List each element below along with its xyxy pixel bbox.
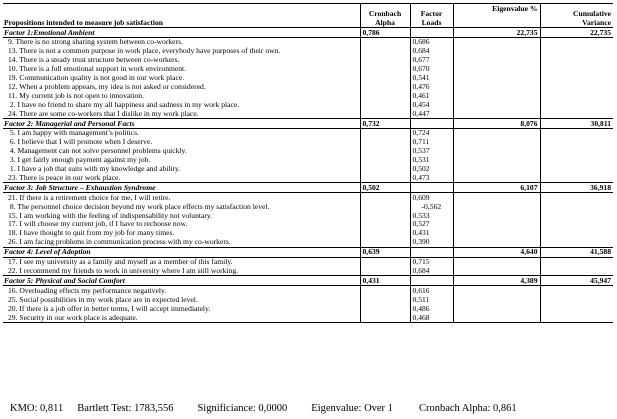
eigenvalue-empty [453,286,540,295]
proposition-text: 6. I believe that I will promote when I deserve. [8,137,153,147]
factor-load: 0,527 [410,220,453,229]
proposition-text: 4. Management can not solve personnel problems quickly. [8,146,187,156]
header-propositions: Propositions intended to measure job satisfaction [3,4,360,28]
factor-load: 0,390 [410,238,453,247]
table-row [3,211,613,220]
alpha-empty [360,267,410,276]
alpha-empty [360,257,410,266]
cumulative-empty [540,100,613,109]
cumulative-empty [540,229,613,238]
alpha-empty [360,313,410,322]
table-row [3,238,613,247]
table-row [3,267,613,276]
eigenvalue-empty [453,313,540,322]
proposition-text: 8. The personnel choice decision beyond my work place effects my satisfaction level. [8,202,270,211]
factor-row [3,247,613,257]
factor-cronbach-alpha: 0,732 [360,119,410,129]
factor-load: 0,511 [410,295,453,304]
bartlett-test-value: Bartlett Test: 1783,556 [77,403,174,414]
eigenvalue-empty [453,211,540,220]
cumulative-empty [540,74,613,83]
factor-load: 0,684 [410,47,453,56]
cumulative-empty [540,220,613,229]
significance-value: Significiance: 0,0000 [197,403,288,414]
cumulative-empty [540,202,613,211]
alpha-empty [360,129,410,138]
factor-name: Factor 3: Job Structure – Exhaustion Syndrome [3,183,360,193]
factor-load-empty [410,183,453,193]
eigenvalue-empty [453,173,540,182]
factor-cumulative-variance: 22,735 [540,28,613,38]
alpha-empty [360,202,410,211]
table-row [3,295,613,304]
factor-load: 0,431 [410,229,453,238]
proposition-text: 17. I will choose my current job, if I have to rechoose now. [8,220,188,229]
cronbach-alpha-overall: Cronbach Alpha: 0,861 [418,403,517,414]
alpha-empty [360,286,410,295]
factor-eigenvalue: 4,389 [453,276,540,286]
factor-load: 0,616 [410,286,453,295]
table-row [3,304,613,313]
factor-load: 0,473 [410,173,453,182]
alpha-empty [360,304,410,313]
table-row [3,74,613,83]
factor-load: 0,531 [410,156,453,165]
factor-cumulative-variance: 30,811 [540,119,613,129]
cumulative-empty [540,38,613,47]
table-header [3,4,613,28]
factor-cronbach-alpha: 0,639 [360,247,410,257]
alpha-empty [360,74,410,83]
cumulative-empty [540,211,613,220]
header-cronbach-alpha: Cronbach Alpha [360,4,410,28]
eigenvalue-empty [453,304,540,313]
factor-eigenvalue: 22,735 [453,28,540,38]
alpha-empty [360,173,410,182]
eigenvalue-empty [453,38,540,47]
alpha-empty [360,229,410,238]
alpha-empty [360,295,410,304]
eigenvalue-empty [453,147,540,156]
factor-load-empty [410,276,453,286]
cumulative-empty [540,91,613,100]
factor-row [3,28,613,38]
cumulative-empty [540,257,613,266]
factor-load: 0,468 [410,313,453,322]
alpha-empty [360,65,410,74]
factor-name: Factor 1:Emotional Ambient [3,28,360,38]
eigenvalue-criterion: Eigenvalue: Over 1 [311,403,393,414]
factor-load: 0,541 [410,74,453,83]
factor-cumulative-variance: 36,918 [540,183,613,193]
eigenvalue-empty [453,91,540,100]
factor-load: 0,502 [410,165,453,174]
factor-cronbach-alpha: 0,431 [360,276,410,286]
factor-name: Factor 2: Managerial and Personal Facts [3,119,360,129]
table-row [3,138,613,147]
factor-row [3,183,613,193]
cumulative-empty [540,238,613,247]
table-row [3,165,613,174]
eigenvalue-empty [453,220,540,229]
factor-load: 0,711 [410,138,453,147]
table-row [3,286,613,295]
proposition-text: 13. There is not a common purpose in work place, everybody have purposes of their own. [8,46,281,56]
eigenvalue-empty [453,267,540,276]
alpha-empty [360,238,410,247]
factor-load: 0,609 [410,193,453,202]
alpha-empty [360,109,410,118]
table-row [3,65,613,74]
factor-load: 0,461 [410,91,453,100]
proposition-text: 16. Overloading effects my performance negatively. [8,285,167,295]
table-row [3,109,613,118]
factor-load: 0,476 [410,82,453,91]
proposition-text: 23. There is peace in our work place. [8,173,121,182]
eigenvalue-empty [453,257,540,266]
eigenvalue-empty [453,138,540,147]
proposition-text: 19. Communication quality is not good in our work place. [8,73,185,82]
cumulative-empty [540,147,613,156]
cumulative-empty [540,109,613,118]
table-row [3,229,613,238]
factor-load: 0,684 [410,267,453,276]
factor-load: 0,724 [410,129,453,138]
statistics-footer [10,403,517,414]
proposition-text: 12. When a problem appears, my idea is not asked or considered. [8,82,206,91]
factor-cronbach-alpha: 0,502 [360,183,410,193]
factor-cumulative-variance: 45,947 [540,276,613,286]
factor-load: 0,537 [410,147,453,156]
table-row [3,38,613,47]
proposition-text: 9. There is no strong sharing system between co-workers. [8,37,183,47]
factor-row [3,119,613,129]
alpha-empty [360,100,410,109]
alpha-empty [360,147,410,156]
factor-name: Factor 4: Level of Adoption [3,247,360,257]
eigenvalue-empty [453,82,540,91]
table-row [3,220,613,229]
factor-load: 0,533 [410,211,453,220]
proposition-text: 1. I have a job that suits with my knowledge and ability. [8,164,181,174]
alpha-empty [360,91,410,100]
header-cumulative-variance: Cumulative Variance [540,4,613,28]
proposition-text: 26. I am facing problems in communication process with my co-workers. [8,237,231,247]
eigenvalue-empty [453,238,540,247]
proposition-text: 11. My current job is not open to innovation. [8,91,144,100]
table-row [3,147,613,156]
eigenvalue-empty [453,47,540,56]
table-body [3,28,613,323]
eigenvalue-empty [453,65,540,74]
alpha-empty [360,38,410,47]
eigenvalue-empty [453,295,540,304]
factor-load: 0,686 [410,38,453,47]
cumulative-empty [540,193,613,202]
eigenvalue-empty [453,109,540,118]
kmo-value: KMO: 0,811 [10,403,64,414]
cumulative-empty [540,173,613,182]
eigenvalue-empty [453,165,540,174]
cumulative-empty [540,295,613,304]
proposition-text: 3. I get fairly enough payment against my job. [8,155,151,165]
proposition-text: 18. I have thought to quit from my job for many times. [8,228,175,238]
factor-cronbach-alpha: 0,786 [360,28,410,38]
proposition-text: 2. I have no friend to share my all happiness and sadness in my work place. [8,100,240,109]
table-row [3,91,613,100]
alpha-empty [360,138,410,147]
table-row [3,100,613,109]
cumulative-empty [540,267,613,276]
table-row [3,82,613,91]
table-row [3,193,613,202]
proposition-text: 10. There is a full emotional support in work environment. [8,64,187,74]
eigenvalue-empty [453,193,540,202]
proposition-text: 29. Security in our work place is adequate. [3,313,360,322]
factor-load-empty [410,119,453,129]
header-factor-loads: Factor Loads [410,4,453,28]
factor-analysis-table [3,3,613,323]
table-row [3,313,613,322]
alpha-empty [360,220,410,229]
cumulative-empty [540,47,613,56]
alpha-empty [360,156,410,165]
alpha-empty [360,211,410,220]
cumulative-empty [540,129,613,138]
cumulative-empty [540,138,613,147]
proposition-text: 14. There is a steady trust structure between co-workers. [8,55,180,65]
table-row [3,202,613,211]
cumulative-empty [540,156,613,165]
factor-load: 0,670 [410,65,453,74]
proposition-text: 20. If there is a job offer in better terms, I will accept immediately. [8,304,211,313]
factor-name: Factor 5: Physical and Social Comfort [3,276,360,286]
proposition-text: 5. I am happy with management’s politics. [8,128,139,138]
eigenvalue-empty [453,56,540,65]
factor-load: 0,677 [410,56,453,65]
table-row [3,56,613,65]
factor-eigenvalue: 4,640 [453,247,540,257]
proposition-text: 21. If there is a retirement choice for me, I will retire. [8,192,171,202]
alpha-empty [360,47,410,56]
cumulative-empty [540,304,613,313]
alpha-empty [360,193,410,202]
alpha-empty [360,56,410,65]
cumulative-empty [540,286,613,295]
header-eigenvalue: Eigenvalue % [453,4,540,28]
proposition-text: 25. Social possibilities in my work place are in expected level. [8,295,198,304]
factor-load-empty [410,247,453,257]
factor-load: 0,715 [410,257,453,266]
table-row [3,156,613,165]
cumulative-empty [540,82,613,91]
factor-row [3,276,613,286]
cumulative-empty [540,65,613,74]
eigenvalue-empty [453,74,540,83]
table-row [3,257,613,266]
factor-load: 0,486 [410,304,453,313]
eigenvalue-empty [453,129,540,138]
cumulative-empty [540,56,613,65]
eigenvalue-empty [453,229,540,238]
cumulative-empty [540,165,613,174]
table-row [3,47,613,56]
factor-load: -0,562 [410,202,453,211]
proposition-text: 22. I recommend my friends to work in university where I am still working. [8,266,239,276]
eigenvalue-empty [453,156,540,165]
factor-cumulative-variance: 41,588 [540,247,613,257]
proposition-text: 17. I see my university as a family and myself as a member of this family. [8,257,233,267]
eigenvalue-empty [453,202,540,211]
factor-eigenvalue: 6,107 [453,183,540,193]
factor-eigenvalue: 8,076 [453,119,540,129]
factor-load-empty [410,28,453,38]
eigenvalue-empty [453,100,540,109]
table-row [3,129,613,138]
proposition-text: 24. There are some co-workers that I dislike in my work place. [8,109,199,118]
alpha-empty [360,165,410,174]
factor-load: 0,454 [410,100,453,109]
factor-load: 0,447 [410,109,453,118]
alpha-empty [360,82,410,91]
table-row [3,173,613,182]
cumulative-empty [540,313,613,322]
proposition-text: 15. I am working with the feeling of indispensability not voluntary. [8,211,213,220]
